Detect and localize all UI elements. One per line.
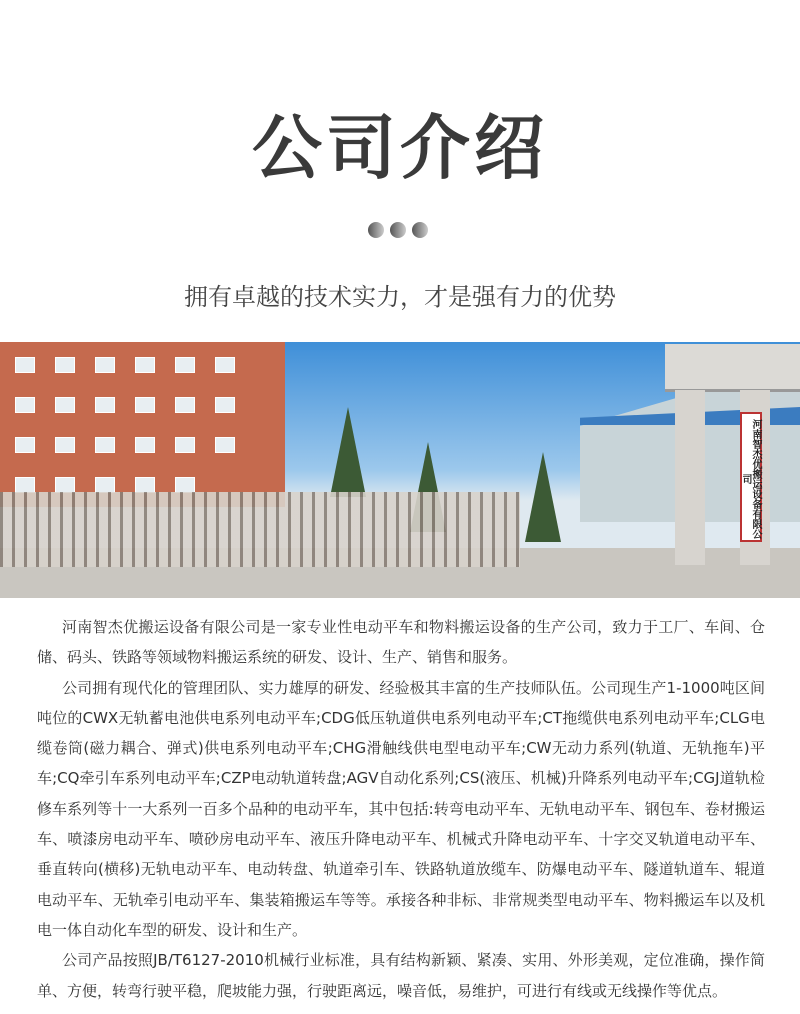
dot-icon <box>390 222 406 238</box>
dot-icon <box>368 222 384 238</box>
paragraph: 公司产品按照JB/T6127-2010机械行业标准，具有结构新颖、紧凑、实用、外形美观，定位准确，操作简单、方便，转弯行驶平稳，爬坡能力强，行驶距离远，噪音低，易维护，可进行有线或无线操作等优点。 <box>37 951 765 1000</box>
page-title: 公司介绍 <box>252 107 548 189</box>
tree <box>525 452 561 542</box>
gate-canopy <box>665 344 800 392</box>
decorative-dots <box>368 222 428 238</box>
company-photo <box>0 342 800 598</box>
company-sign: 河南智杰优搬运设备有限公司 <box>740 412 762 542</box>
tree <box>330 407 366 497</box>
paragraph: 河南智杰优搬运设备有限公司是一家专业性电动平车和物料搬运设备的生产公司，致力于工厂、车间、仓储、码头、铁路等领域物料搬运系统的研发、设计、生产、销售和服务。 <box>37 618 765 667</box>
company-description <box>37 612 765 1006</box>
page-subtitle: 拥有卓越的技术实力，才是强有力的优势 <box>184 283 616 311</box>
dot-icon <box>412 222 428 238</box>
office-building <box>0 342 285 507</box>
paragraph: 公司拥有现代化的管理团队、实力雄厚的研发、经验极其丰富的生产技师队伍。公司现生产1-1000吨区间吨位的CWX无轨蓄电池供电系列电动平车;CDG低压轨道供电系列电动平车;CT拖缆供电系列电动平车;CLG电缆卷筒(磁力耦合、弹式)供电系列电动平车;CHG滑触线供电型电动平车;CW无动力系列(轨道、无轨拖车)平车;CQ牵引车系列电动平车;CZP电动轨道转盘;AGV自动化系列;CS(液压、机械)升降系列电动平车;CGJ道轨检修车系列等十一大系列一百多个品种的电动平车，其中包括:转弯电动平车、无轨电动平车、钢包车、卷材搬运车、喷漆房电动平车、喷砂房电动平车、液压升降电动平车、机械式升降电动平车、十字交叉轨道电动平车、垂直转向(横移)无轨电动平车、电动转盘、轨道牵引车、铁路轨道放缆车、防爆电动平车、隧道轨道车、辊道电动平车、无轨牵引电动平车、集装箱搬运车等等。承接各种非标、非常规类型电动平车、物料搬运车以及机电一体自动化车型的研发、设计和生产。 <box>37 678 765 939</box>
retractable-gate <box>0 492 520 567</box>
